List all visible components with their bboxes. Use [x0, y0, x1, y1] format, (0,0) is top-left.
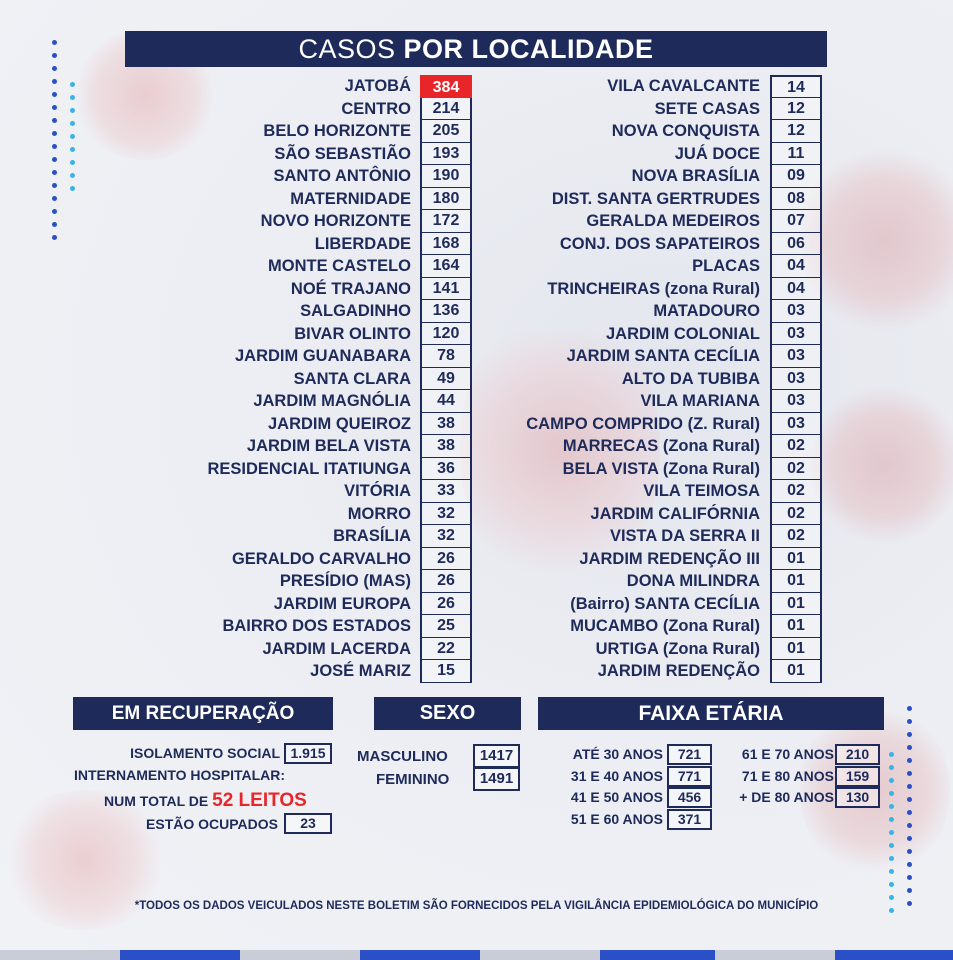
recuperacao-header: [73, 697, 333, 730]
locality-case-count: 02: [770, 503, 822, 526]
locality-name: JARDIM BELA VISTA: [246, 437, 411, 455]
locality-case-count: 38: [420, 435, 472, 458]
sexo-header: [374, 697, 521, 730]
dots-decoration-right-cyan: [889, 752, 897, 921]
age-range-label: 41 E 50 ANOS: [570, 789, 663, 805]
locality-case-count: 32: [420, 525, 472, 548]
locality-row: [0, 323, 822, 346]
locality-case-count: 12: [770, 120, 822, 143]
locality-case-count: 193: [420, 143, 472, 166]
page-title: [125, 31, 827, 67]
recuperacao-title: EM RECUPERAÇÃO: [111, 703, 295, 724]
locality-name: BRASÍLIA: [333, 527, 411, 545]
age-range-label: + DE 80 ANOS: [739, 789, 834, 805]
locality-name: TRINCHEIRAS (zona Rural): [547, 279, 760, 298]
total-leitos: [104, 789, 307, 813]
locality-row: [0, 525, 822, 548]
locality-row: [0, 345, 822, 368]
locality-name: JUÁ DOCE: [674, 144, 760, 163]
age-range-count: 210: [835, 744, 880, 765]
locality-case-count: 01: [770, 615, 822, 638]
age-range-count: 371: [667, 809, 712, 830]
locality-name: SÃO SEBASTIÃO: [274, 144, 411, 163]
locality-case-count: 03: [770, 345, 822, 368]
locality-name: JARDIM GUANABARA: [235, 347, 411, 365]
locality-name: JARDIM REDENÇÃO III: [579, 549, 760, 568]
locality-row: [0, 210, 822, 233]
locality-row: [0, 368, 822, 391]
locality-case-count: 164: [420, 255, 472, 278]
locality-case-count: 01: [770, 570, 822, 593]
locality-name: JARDIM LACERDA: [262, 639, 411, 658]
locality-case-count: 09: [770, 165, 822, 188]
locality-name: SETE CASAS: [654, 99, 760, 118]
age-range-label: 31 E 40 ANOS: [570, 767, 663, 784]
locality-case-count: 205: [420, 120, 472, 143]
total-value: 52 LEITOS: [212, 790, 307, 811]
locality-case-count: 180: [420, 188, 472, 211]
locality-case-count: 32: [420, 503, 472, 526]
age-range-count: 771: [667, 766, 712, 787]
locality-row: [0, 390, 822, 413]
locality-case-count: 136: [420, 300, 472, 323]
total-label: NUM TOTAL DE: [104, 793, 209, 809]
locality-name: VILA MARIANA: [640, 392, 760, 410]
title-prefix: CASOS: [298, 34, 396, 64]
footer-note: *TODOS OS DADOS VEICULADOS NESTE BOLETIM SÃO FORNECIDOS PELA VIGILÂNCIA EPIDEMIOLÓGICA DO MUNICÍPIO: [134, 900, 819, 912]
feminino-label: FEMININO: [376, 771, 450, 788]
locality-case-count: 03: [770, 323, 822, 346]
locality-case-count: 36: [420, 458, 472, 481]
locality-name: ALTO DA TUBIBA: [621, 369, 760, 388]
locality-row: [0, 548, 822, 571]
locality-name: MUCAMBO (Zona Rural): [570, 617, 760, 635]
locality-row: [0, 98, 822, 121]
locality-case-count: 06: [770, 233, 822, 256]
age-range-label: 71 E 80 ANOS: [741, 767, 834, 784]
locality-row: [0, 480, 822, 503]
locality-name: GERALDA MEDEIROS: [586, 212, 760, 230]
locality-case-count: 01: [770, 638, 822, 661]
locality-case-count: 14: [770, 75, 822, 98]
locality-case-count: 01: [770, 548, 822, 571]
locality-name: CAMPO COMPRIDO (Z. Rural): [526, 414, 760, 433]
locality-name: JARDIM MAGNÓLIA: [253, 392, 411, 410]
age-range-count: 130: [835, 787, 880, 808]
locality-name: DONA MILINDRA: [626, 572, 760, 590]
locality-name: VISTA DA SERRA II: [609, 527, 760, 545]
locality-case-count: 01: [770, 593, 822, 616]
locality-name: JATOBÁ: [344, 77, 411, 95]
locality-name: JARDIM EUROPA: [273, 594, 411, 613]
faixa-header: [538, 697, 884, 730]
locality-name: JARDIM CALIFÓRNIA: [590, 504, 760, 523]
locality-case-count: 02: [770, 435, 822, 458]
locality-case-count: 78: [420, 345, 472, 368]
virus-decoration: [810, 380, 953, 550]
locality-case-count: 08: [770, 188, 822, 211]
locality-case-count: 38: [420, 413, 472, 436]
locality-row: [0, 120, 822, 143]
locality-row: [0, 278, 822, 301]
locality-case-count: 02: [770, 458, 822, 481]
locality-name: MARRECAS (Zona Rural): [562, 437, 760, 455]
locality-row: [0, 233, 822, 256]
locality-case-count: 15: [420, 660, 472, 683]
isolamento-label: ISOLAMENTO SOCIAL: [130, 745, 280, 761]
locality-row: [0, 255, 822, 278]
locality-case-count: 172: [420, 210, 472, 233]
locality-name: MATERNIDADE: [290, 189, 411, 208]
locality-case-count: 168: [420, 233, 472, 256]
locality-case-count: 12: [770, 98, 822, 121]
right-locality-list: [0, 75, 822, 683]
locality-case-count: 25: [420, 615, 472, 638]
locality-name: VILA TEIMOSA: [643, 482, 760, 500]
age-range-label: 61 E 70 ANOS: [741, 746, 834, 762]
locality-name: JARDIM REDENÇÃO: [597, 662, 760, 680]
locality-name: PLACAS: [692, 257, 760, 275]
locality-row: [0, 593, 822, 616]
locality-name: SANTA CLARA: [293, 369, 411, 388]
locality-case-count: 214: [420, 98, 472, 121]
locality-name: NOVA CONQUISTA: [611, 122, 760, 140]
locality-row: [0, 638, 822, 661]
masculino-value: 1417: [473, 744, 520, 768]
locality-case-count: 26: [420, 570, 472, 593]
isolamento-value: 1.915: [284, 743, 332, 764]
locality-case-count: 190: [420, 165, 472, 188]
bottom-decoration-strip: [0, 950, 953, 960]
locality-name: (Bairro) SANTA CECÍLIA: [570, 594, 760, 613]
locality-name: MORRO: [347, 504, 411, 523]
locality-name: GERALDO CARVALHO: [231, 549, 411, 568]
locality-case-count: 33: [420, 480, 472, 503]
locality-case-count: 384: [420, 75, 472, 98]
locality-name: BIVAR OLINTO: [294, 324, 411, 343]
locality-name: NOÉ TRAJANO: [290, 279, 411, 298]
age-range-count: 456: [667, 787, 712, 808]
locality-name: CENTRO: [341, 99, 411, 118]
locality-case-count: 04: [770, 255, 822, 278]
internamento-label: INTERNAMENTO HOSPITALAR:: [74, 767, 286, 783]
locality-case-count: 03: [770, 413, 822, 436]
locality-name: CONJ. DOS SAPATEIROS: [559, 234, 760, 253]
age-range-count: 159: [835, 766, 880, 787]
locality-case-count: 49: [420, 368, 472, 391]
sexo-title: SEXO: [419, 702, 476, 724]
locality-name: MATADOURO: [653, 302, 760, 320]
locality-name: NOVO HORIZONTE: [260, 212, 411, 230]
age-range-count: 721: [667, 744, 712, 765]
locality-case-count: 26: [420, 593, 472, 616]
locality-row: [0, 165, 822, 188]
locality-name: MONTE CASTELO: [268, 257, 411, 275]
locality-row: [0, 570, 822, 593]
locality-row: [0, 188, 822, 211]
dots-decoration-right: [907, 706, 915, 914]
ocupados-value: 23: [284, 813, 332, 834]
locality-case-count: 44: [420, 390, 472, 413]
locality-row: [0, 503, 822, 526]
locality-name: RESIDENCIAL ITATIUNGA: [207, 459, 411, 478]
locality-name: URTIGA (Zona Rural): [595, 639, 760, 658]
locality-case-count: 120: [420, 323, 472, 346]
locality-case-count: 01: [770, 660, 822, 683]
locality-name: VILA CAVALCANTE: [607, 77, 760, 95]
age-range-label: 51 E 60 ANOS: [570, 810, 663, 827]
locality-row: [0, 458, 822, 481]
locality-case-count: 11: [770, 143, 822, 166]
locality-case-count: 141: [420, 278, 472, 301]
virus-decoration: [800, 140, 953, 340]
masculino-label: MASCULINO: [357, 748, 448, 765]
locality-name: JARDIM SANTA CECÍLIA: [566, 347, 760, 365]
locality-case-count: 04: [770, 278, 822, 301]
locality-name: VITÓRIA: [344, 482, 411, 500]
locality-row: [0, 75, 822, 98]
locality-name: NOVA BRASÍLIA: [631, 167, 760, 185]
locality-name: DIST. SANTA GERTRUDES: [551, 189, 760, 208]
faixa-title: FAIXA ETÁRIA: [638, 702, 784, 725]
locality-name: JARDIM COLONIAL: [606, 324, 760, 343]
locality-name: JARDIM QUEIROZ: [267, 414, 411, 433]
locality-row: [0, 615, 822, 638]
locality-case-count: 03: [770, 390, 822, 413]
locality-case-count: 03: [770, 368, 822, 391]
locality-case-count: 02: [770, 525, 822, 548]
locality-name: BELO HORIZONTE: [263, 122, 411, 140]
locality-row: [0, 300, 822, 323]
locality-name: LIBERDADE: [314, 234, 411, 253]
ocupados-label: ESTÃO OCUPADOS: [146, 816, 278, 832]
locality-case-count: 03: [770, 300, 822, 323]
locality-name: PRESÍDIO (MAS): [279, 572, 411, 590]
locality-row: [0, 413, 822, 436]
locality-row: [0, 660, 822, 683]
title-bold: POR LOCALIDADE: [403, 34, 654, 64]
locality-case-count: 26: [420, 548, 472, 571]
locality-name: SANTO ANTÔNIO: [273, 167, 411, 185]
age-range-label: ATÉ 30 ANOS: [572, 746, 663, 762]
locality-row: [0, 143, 822, 166]
locality-case-count: 07: [770, 210, 822, 233]
locality-name: JOSÉ MARIZ: [310, 662, 411, 680]
feminino-value: 1491: [473, 767, 520, 791]
locality-name: BAIRRO DOS ESTADOS: [222, 617, 411, 635]
locality-case-count: 02: [770, 480, 822, 503]
locality-name: BELA VISTA (Zona Rural): [562, 459, 760, 478]
locality-case-count: 22: [420, 638, 472, 661]
locality-name: SALGADINHO: [300, 302, 411, 320]
locality-row: [0, 435, 822, 458]
